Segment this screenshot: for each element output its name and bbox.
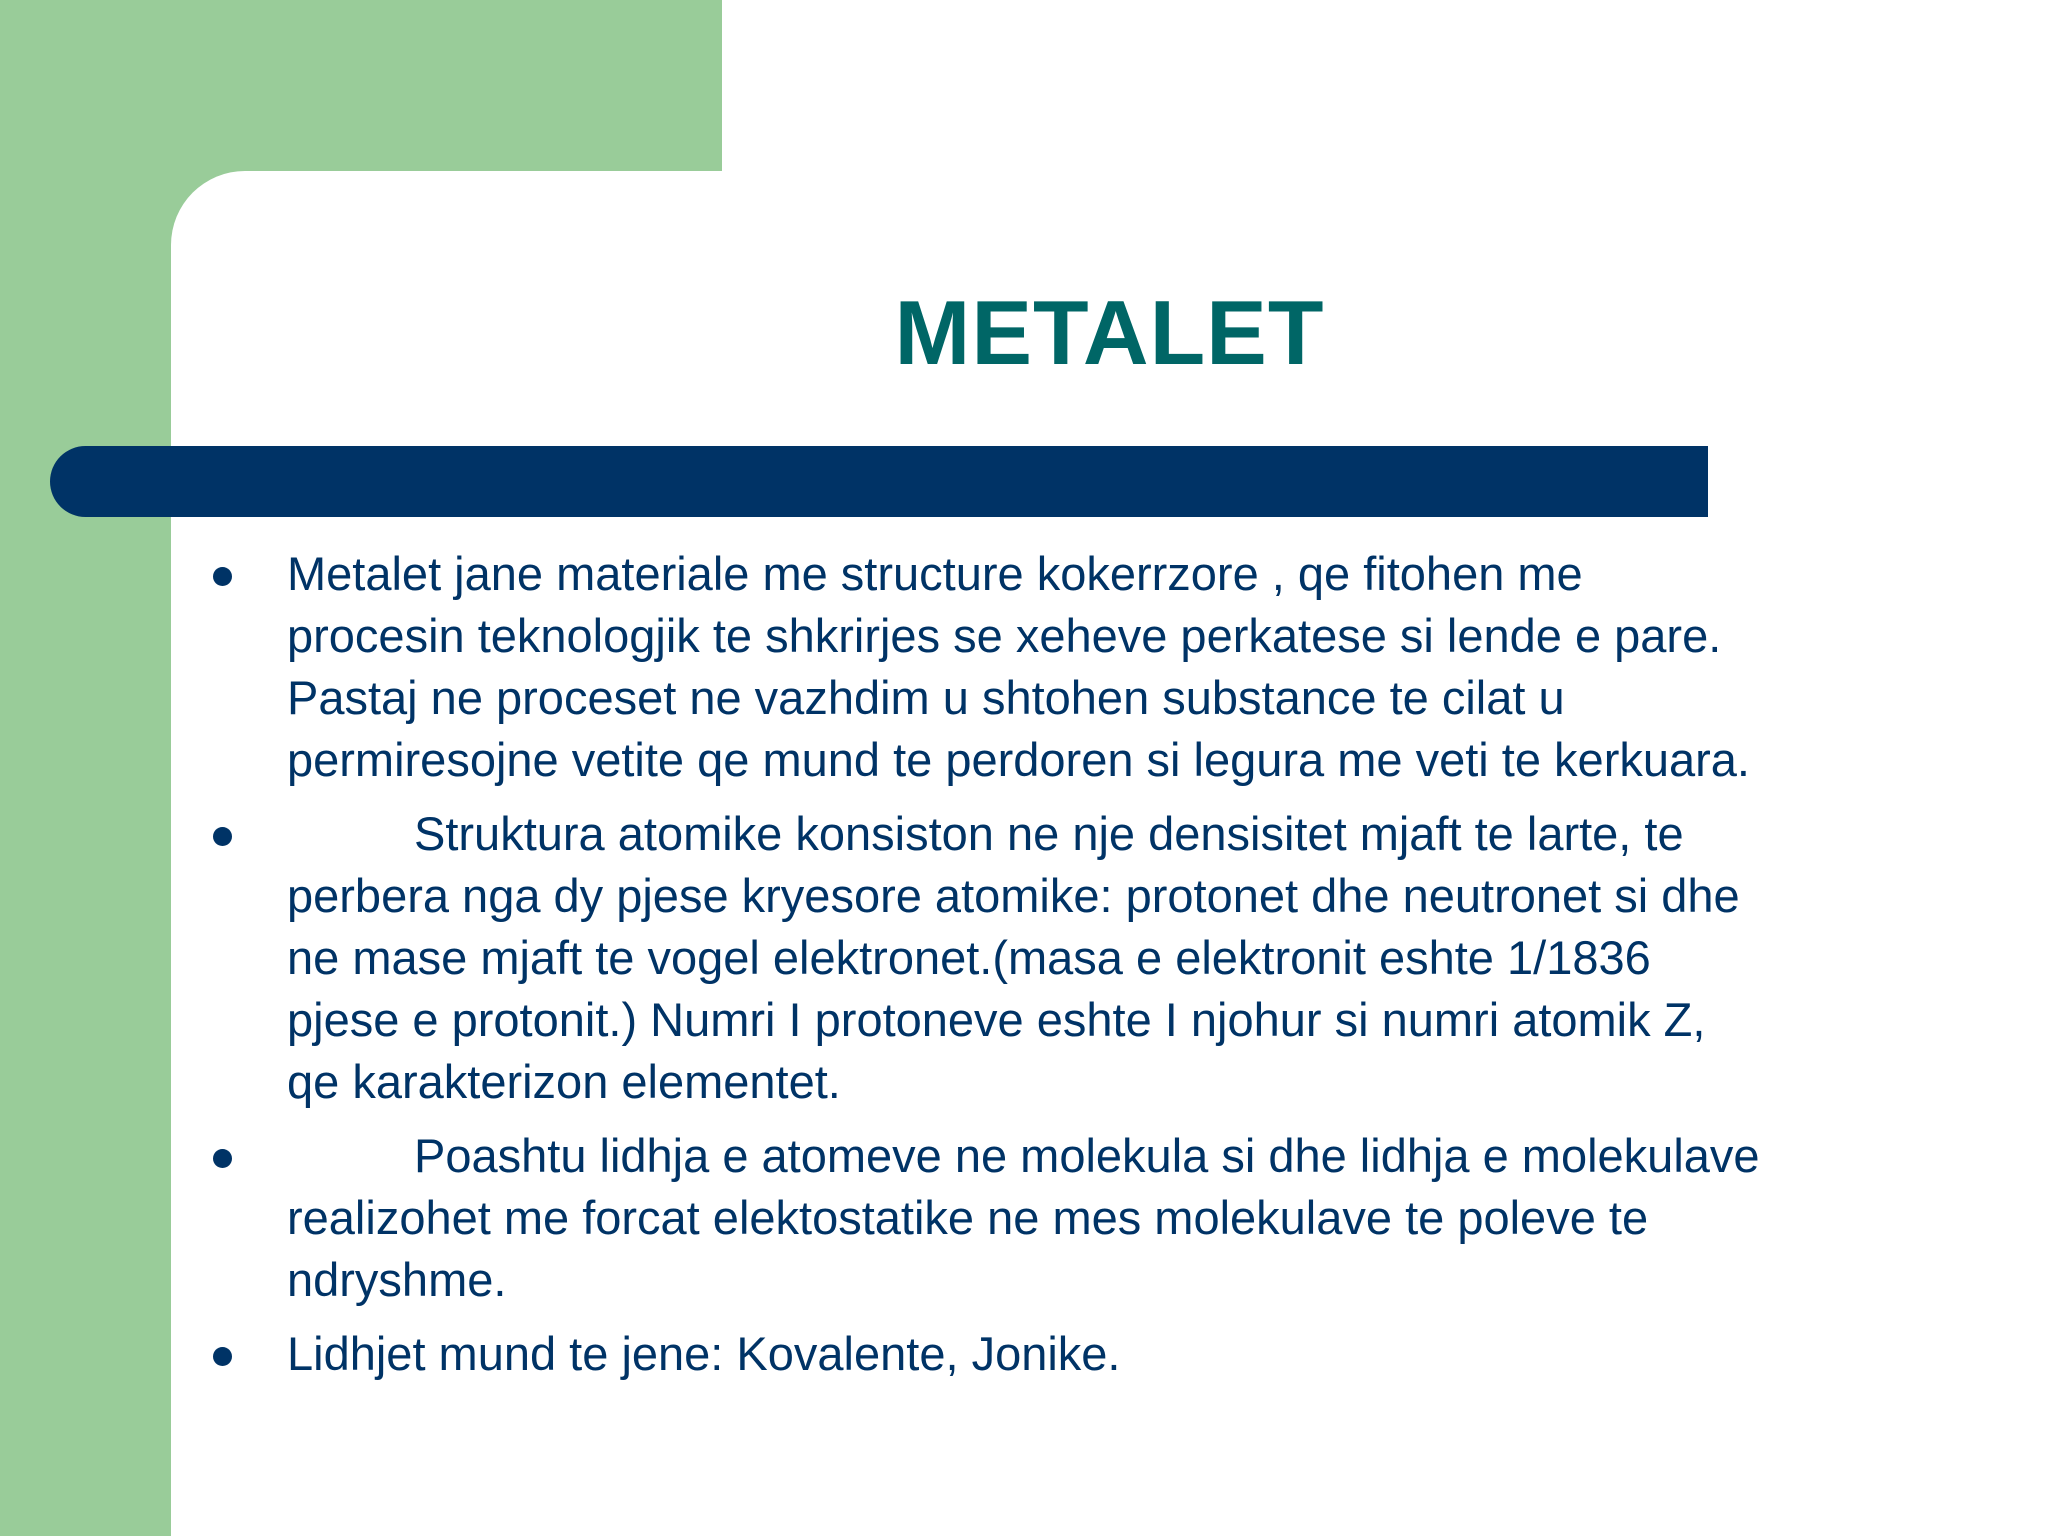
bullet-line: pjese e protonit.) Numri I protoneve eshte I njohur si numri atomik Z,	[287, 993, 1706, 1046]
bullet-line: realizohet me forcat elektostatike ne mes molekulave te poleve te	[287, 1191, 1649, 1244]
bullet-line: ne mase mjaft te vogel elektronet.(masa e elektronit eshte 1/1836	[287, 931, 1651, 984]
bullet-dot-icon	[213, 1347, 232, 1366]
bullet-dot-icon	[213, 1149, 232, 1168]
bullet-first-line	[287, 1125, 1900, 1187]
white-top-area	[722, 0, 2048, 171]
bullet-line: procesin teknologjik te shkrirjes se xeheve perkatese si lende e pare.	[287, 609, 1722, 662]
bullet-line: Lidhjet mund te jene: Kovalente, Jonike.	[287, 1327, 1121, 1380]
bullet-line: Metalet jane materiale me structure kokerrzore , qe fitohen me	[287, 547, 1583, 600]
bullet-dot-icon	[213, 827, 232, 846]
bullet-first-line	[287, 803, 1900, 865]
bullet-line: permiresojne vetite qe mund te perdoren si legura me veti te kerkuara.	[287, 733, 1750, 786]
bullet-item-2	[200, 803, 1900, 1113]
bullet-item-1	[200, 543, 1900, 791]
bullet-line: ndryshme.	[287, 1253, 507, 1306]
bullet-line: perbera nga dy pjese kryesore atomike: protonet dhe neutronet si dhe	[287, 869, 1740, 922]
bullet-line-text: Struktura atomike konsiston ne nje densisitet mjaft te larte, te	[414, 807, 1684, 860]
bullet-line-text: Poashtu lidhja e atomeve ne molekula si dhe lidhja e molekulave	[414, 1129, 1760, 1182]
bullet-line: qe karakterizon elementet.	[287, 1055, 841, 1108]
bullet-dot-icon	[213, 567, 232, 586]
slide-title: METALET	[894, 283, 1325, 384]
bullet-item-4	[200, 1323, 1900, 1385]
title-divider-bar	[50, 446, 1708, 517]
bullet-list	[200, 543, 1900, 1397]
bullet-line: Pastaj ne proceset ne vazhdim u shtohen substance te cilat u	[287, 671, 1565, 724]
bullet-item-3	[200, 1125, 1900, 1311]
